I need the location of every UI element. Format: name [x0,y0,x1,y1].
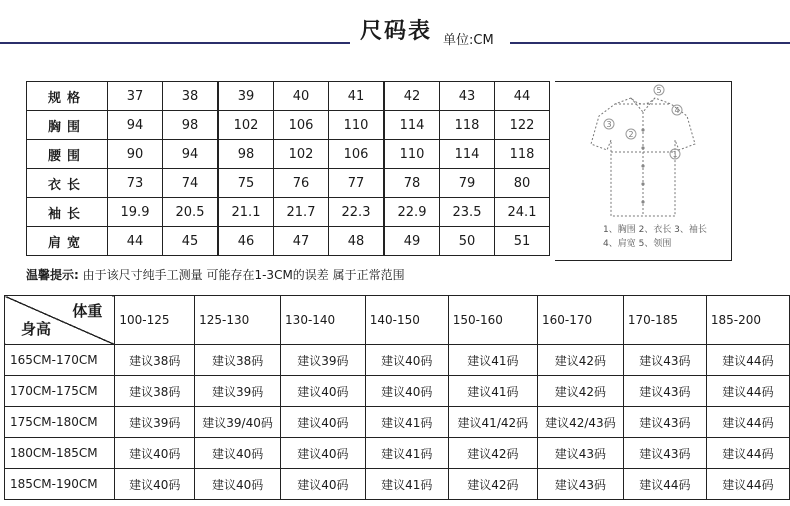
size-suggestion-cell: 建议43码 [537,438,623,469]
size-suggestion-cell: 建议40码 [195,438,281,469]
spec-cell: 94 [163,140,219,169]
measurement-note [26,266,405,283]
spec-cell: 22.9 [384,198,440,227]
spec-cell: 45 [163,227,219,256]
spec-row-label: 肩宽 [27,227,108,256]
weight-range-header: 125-130 [195,296,281,345]
spec-row [27,227,550,256]
weight-axis-label: 体重 [72,302,103,320]
size-suggestion-cell: 建议44码 [706,407,789,438]
weight-range-header: 160-170 [537,296,623,345]
height-range-label: 170CM-175CM [5,376,115,407]
size-suggestion-cell: 建议44码 [706,345,789,376]
size-suggestion-cell: 建议43码 [623,345,706,376]
size-suggestion-cell: 建议43码 [537,469,623,500]
size-suggestion-cell: 建议42码 [448,438,537,469]
size-suggestion-cell: 建议39码 [281,345,366,376]
diagram-legend [603,223,707,251]
size-suggestion-cell: 建议40码 [115,438,195,469]
height-range-label: 175CM-180CM [5,407,115,438]
marker-3: 3 [606,120,612,129]
weight-range-header: 185-200 [706,296,789,345]
spec-row [27,140,550,169]
spec-cell: 114 [384,111,440,140]
spec-row-label: 腰围 [27,140,108,169]
spec-cell: 38 [163,82,219,111]
size-spec-table [26,81,550,256]
size-suggestion-cell: 建议38码 [115,376,195,407]
spec-cell: 44 [495,82,550,111]
page-header [0,0,790,56]
rec-row [5,376,790,407]
spec-cell: 90 [108,140,163,169]
spec-cell: 114 [440,140,495,169]
marker-1: 1 [672,150,678,159]
size-suggestion-cell: 建议40码 [365,376,448,407]
spec-cell: 50 [440,227,495,256]
size-recommendation-table [4,295,790,500]
size-suggestion-cell: 建议38码 [195,345,281,376]
rec-corner-cell [5,296,115,345]
legend-line-2: 4、肩宽 5、领围 [603,239,672,249]
weight-range-header: 100-125 [115,296,195,345]
spec-cell: 20.5 [163,198,219,227]
size-suggestion-cell: 建议41码 [448,345,537,376]
note-text: 由于该尺寸纯手工测量 可能存在1-3CM的误差 属于正常范围 [82,268,405,282]
size-suggestion-cell: 建议38码 [115,345,195,376]
spec-cell: 46 [218,227,274,256]
size-suggestion-cell: 建议41码 [365,469,448,500]
spec-cell: 106 [329,140,385,169]
spec-cell: 78 [384,169,440,198]
size-suggestion-cell: 建议40码 [365,345,448,376]
marker-4: 4 [674,106,680,115]
spec-cell: 19.9 [108,198,163,227]
size-suggestion-cell: 建议41/42码 [448,407,537,438]
spec-cell: 21.7 [274,198,329,227]
spec-row-label: 规格 [27,82,108,111]
spec-cell: 40 [274,82,329,111]
spec-cell: 23.5 [440,198,495,227]
size-suggestion-cell: 建议44码 [706,376,789,407]
size-suggestion-cell: 建议39码 [195,376,281,407]
spec-cell: 76 [274,169,329,198]
size-suggestion-cell: 建议42码 [537,345,623,376]
spec-cell: 47 [274,227,329,256]
marker-5: 5 [656,86,662,95]
spec-cell: 102 [218,111,274,140]
spec-cell: 48 [329,227,385,256]
header-rule-right [510,42,790,44]
weight-range-header: 130-140 [281,296,366,345]
size-suggestion-cell: 建议44码 [706,469,789,500]
size-suggestion-cell: 建议40码 [195,469,281,500]
spec-cell: 37 [108,82,163,111]
spec-row-label: 衣长 [27,169,108,198]
spec-cell: 110 [384,140,440,169]
spec-header-row [27,82,550,111]
rec-header-row [5,296,790,345]
spec-cell: 43 [440,82,495,111]
spec-cell: 73 [108,169,163,198]
spec-cell: 75 [218,169,274,198]
rec-row [5,469,790,500]
size-suggestion-cell: 建议42/43码 [537,407,623,438]
note-label: 温馨提示 [26,268,75,282]
size-suggestion-cell: 建议40码 [115,469,195,500]
spec-cell: 51 [495,227,550,256]
spec-row [27,198,550,227]
spec-row-label: 胸围 [27,111,108,140]
spec-cell: 98 [163,111,219,140]
spec-cell: 42 [384,82,440,111]
note-colon: : [74,268,79,282]
height-range-label: 165CM-170CM [5,345,115,376]
spec-cell: 39 [218,82,274,111]
spec-row [27,111,550,140]
rec-row [5,345,790,376]
size-suggestion-cell: 建议43码 [623,407,706,438]
size-suggestion-cell: 建议41码 [365,407,448,438]
spec-cell: 94 [108,111,163,140]
marker-2: 2 [628,130,634,139]
spec-cell: 24.1 [495,198,550,227]
height-axis-label: 身高 [21,320,52,338]
size-suggestion-cell: 建议39/40码 [195,407,281,438]
spec-row-label: 袖长 [27,198,108,227]
header-rule-left [0,42,350,44]
spec-cell: 80 [495,169,550,198]
size-suggestion-cell: 建议41码 [448,376,537,407]
size-suggestion-cell: 建议40码 [281,469,366,500]
weight-range-header: 150-160 [448,296,537,345]
height-range-label: 185CM-190CM [5,469,115,500]
spec-cell: 110 [329,111,385,140]
rec-row [5,407,790,438]
spec-cell: 106 [274,111,329,140]
size-suggestion-cell: 建议43码 [623,376,706,407]
spec-cell: 77 [329,169,385,198]
page-title: 尺码表 [360,19,433,44]
size-suggestion-cell: 建议39码 [115,407,195,438]
spec-cell: 118 [495,140,550,169]
spec-cell: 44 [108,227,163,256]
weight-range-header: 170-185 [623,296,706,345]
spec-cell: 74 [163,169,219,198]
spec-cell: 102 [274,140,329,169]
size-suggestion-cell: 建议44码 [623,469,706,500]
spec-cell: 49 [384,227,440,256]
size-suggestion-cell: 建议41码 [365,438,448,469]
spec-cell: 41 [329,82,385,111]
height-range-label: 180CM-185CM [5,438,115,469]
spec-cell: 122 [495,111,550,140]
size-suggestion-cell: 建议42码 [537,376,623,407]
spec-cell: 21.1 [218,198,274,227]
weight-range-header: 140-150 [365,296,448,345]
size-suggestion-cell: 建议40码 [281,407,366,438]
spec-cell: 79 [440,169,495,198]
legend-line-1: 1、胸围 2、衣长 3、袖长 [603,225,707,235]
spec-cell: 118 [440,111,495,140]
size-suggestion-cell: 建议40码 [281,438,366,469]
rec-row [5,438,790,469]
size-suggestion-cell: 建议42码 [448,469,537,500]
spec-cell: 98 [218,140,274,169]
spec-cell: 22.3 [329,198,385,227]
shirt-illustration [555,82,731,222]
size-suggestion-cell: 建议43码 [623,438,706,469]
spec-row [27,169,550,198]
size-suggestion-cell: 建议40码 [281,376,366,407]
size-suggestion-cell: 建议44码 [706,438,789,469]
unit-label: 单位:CM [443,33,494,48]
